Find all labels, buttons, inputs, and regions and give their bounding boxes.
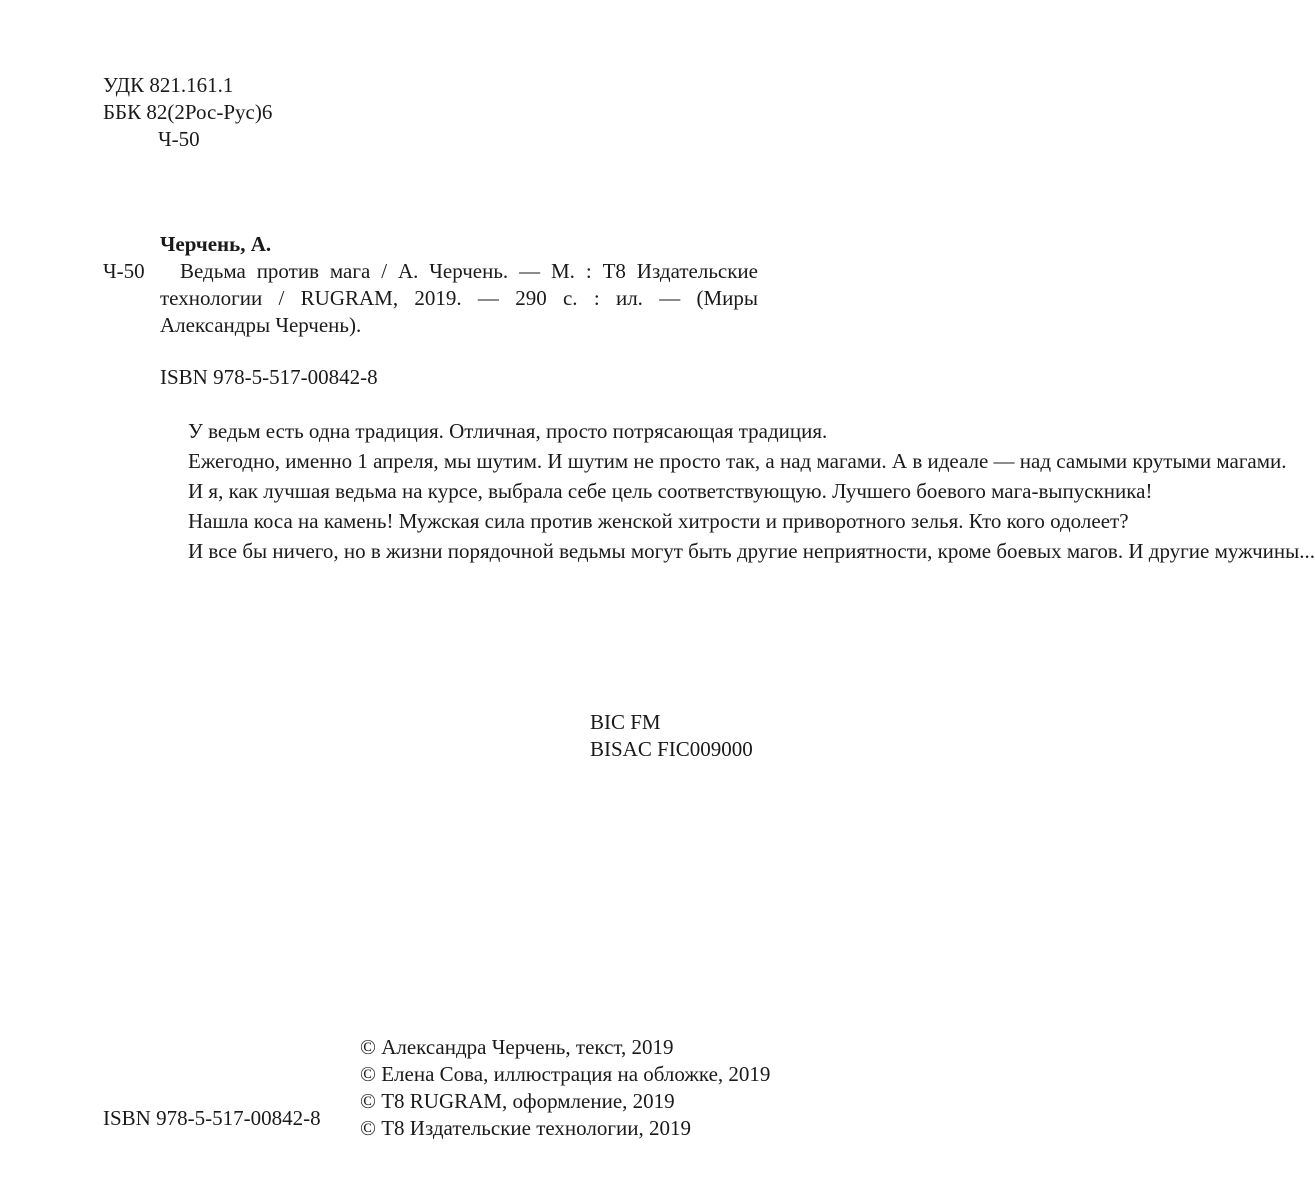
subject-codes xyxy=(590,709,753,763)
copyright-line: © Т8 Издательские технологии, 2019 xyxy=(360,1116,691,1140)
catalog-description: Ведьма против мага / А. Черчень. — М. : Т8 Издательские технологии / RUGRAM, 2019. — 290 с. : ил. — (Миры Александры Черчень). xyxy=(160,259,758,337)
bisac-code: BISAC FIC009000 xyxy=(590,737,753,761)
udk-code: УДК 821.161.1 xyxy=(103,73,234,97)
annotation-paragraph: У ведьм есть одна традиция. Отличная, просто потрясающая традиция. xyxy=(188,419,828,443)
annotation-paragraph: Нашла коса на камень! Мужская сила против женской хитрости и приворотного зелья. Кто кого одолеет? xyxy=(188,509,1129,533)
bic-code: BIC FM xyxy=(590,710,661,734)
annotation-paragraph: И все бы ничего, но в жизни порядочной ведьмы могут быть другие неприятности, кроме боевых магов. И другие мужчины... xyxy=(188,539,1315,563)
copyright-line: © Елена Сова, иллюстрация на обложке, 2019 xyxy=(360,1062,771,1086)
annotation-paragraph: Ежегодно, именно 1 апреля, мы шутим. И шутим не просто так, а над магами. А в идеале — над самыми крутыми магами. xyxy=(188,449,1287,473)
catalog-isbn: ISBN 978-5-517-00842-8 xyxy=(160,365,378,389)
catalog-author-mark: Ч-50 xyxy=(103,259,145,283)
classification-block xyxy=(103,72,272,153)
footer-isbn: ISBN 978-5-517-00842-8 xyxy=(103,1106,321,1130)
annotation-paragraph: И я, как лучшая ведьма на курсе, выбрала себе цель соответствующую. Лучшего боевого мага-выпускника! xyxy=(188,479,1153,503)
copyright-block xyxy=(360,1034,770,1142)
annotation xyxy=(160,418,1315,568)
copyright-line: © Александра Черчень, текст, 2019 xyxy=(360,1035,674,1059)
catalog-author: Черчень, А. xyxy=(160,232,272,256)
author-mark: Ч-50 xyxy=(158,127,200,151)
copyright-line: © Т8 RUGRAM, оформление, 2019 xyxy=(360,1089,675,1113)
bbk-code: ББК 82(2Рос-Рус)6 xyxy=(103,100,273,124)
